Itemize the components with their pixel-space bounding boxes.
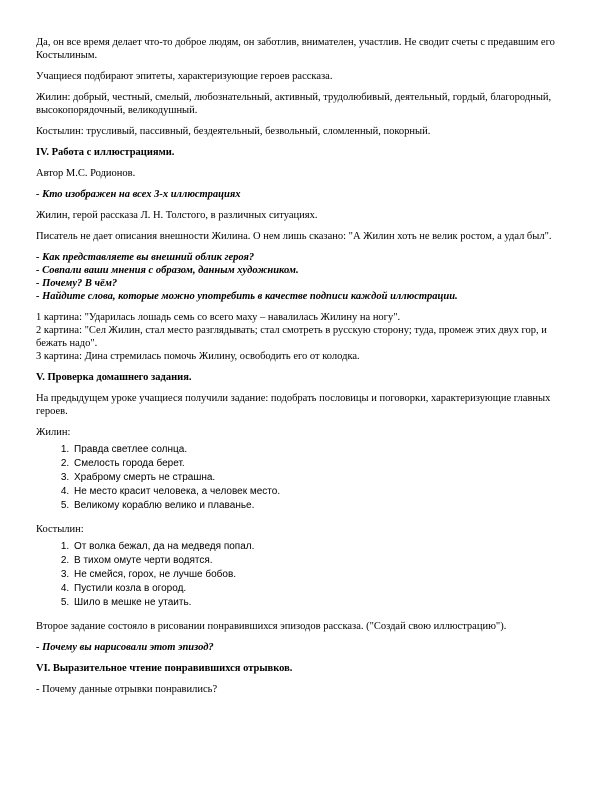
list-item: 1. Правда светлее солнца. <box>72 443 576 457</box>
list-item: 2. В тихом омуте черти водятся. <box>72 554 576 568</box>
paragraph: Костылин: трусливый, пассивный, бездеятельный, безвольный, сломленный, покорный. <box>36 126 431 137</box>
question: - Совпали ваши мнения с образом, данным художником. <box>36 265 299 276</box>
question: - Найдите слова, которые можно употребить в качестве подписи каждой иллюстрации. <box>36 291 458 302</box>
paragraph: Жилин, герой рассказа Л. Н. Толстого, в различных ситуациях. <box>36 210 318 221</box>
paragraph: Учащиеся подбирают эпитеты, характеризующие героев рассказа. <box>36 71 333 82</box>
list-item: 3. Не смейся, горох, не лучше бобов. <box>72 568 576 582</box>
list-item: 5. Шило в мешке не утаить. <box>72 596 576 610</box>
list-item: 3. Храброму смерть не страшна. <box>72 471 576 485</box>
paragraph: Писатель не дает описания внешности Жилина. О нем лишь сказано: "А Жилин хоть не велик ростом, а удал был". <box>36 231 552 242</box>
question: - Как представляете вы внешний облик героя? <box>36 252 255 263</box>
document-page <box>36 36 576 704</box>
list-label: Жилин: <box>36 427 71 438</box>
picture-caption: 2 картина: "Сел Жилин, стал место разглядывать; стал смотреть в русскую сторону; туда, промеж этих двух гор, и бежать надо". <box>36 325 547 349</box>
list-item: 5. Великому кораблю велико и плаванье. <box>72 499 576 513</box>
paragraph: Второе задание состояло в рисовании понравившихся эпизодов рассказа. ("Создай свою иллюстрацию"). <box>36 621 507 632</box>
list-item: 2. Смелость города берет. <box>72 457 576 471</box>
question: - Кто изображен на всех 3-х иллюстрациях <box>36 189 241 200</box>
list-item: 1. От волка бежал, да на медведя попал. <box>72 540 576 554</box>
paragraph: На предыдущем уроке учащиеся получили задание: подобрать пословицы и поговорки, характеризующие главных героев. <box>36 393 551 417</box>
picture-caption: 1 картина: "Ударилась лошадь семь со всего маху – навалилась Жилину на ногу". <box>36 312 401 323</box>
kostylin-proverbs-list <box>36 540 576 610</box>
section-heading: VI. Выразительное чтение понравившихся отрывков. <box>36 663 293 674</box>
section-heading: IV. Работа с иллюстрациями. <box>36 147 175 158</box>
paragraph: Да, он все время делает что-то доброе людям, он заботлив, внимателен, участлив. Не сводит счеты с предавшим его Костылиным. <box>36 37 555 61</box>
question: - Почему данные отрывки понравились? <box>36 684 218 695</box>
list-item: 4. Пустили козла в огород. <box>72 582 576 596</box>
zhilin-proverbs-list <box>36 443 576 513</box>
list-item: 4. Не место красит человека, а человек место. <box>72 485 576 499</box>
paragraph: Жилин: добрый, честный, смелый, любознательный, активный, трудолюбивый, деятельный, гордый, благородный, высокопорядочный, великодушный. <box>36 92 552 116</box>
question: - Почему? В чём? <box>36 278 118 289</box>
question: - Почему вы нарисовали этот эпизод? <box>36 642 214 653</box>
paragraph: Автор М.С. Родионов. <box>36 168 136 179</box>
list-label: Костылин: <box>36 524 84 535</box>
picture-caption: 3 картина: Дина стремилась помочь Жилину, освободить его от колодка. <box>36 351 360 362</box>
section-heading: V. Проверка домашнего задания. <box>36 372 192 383</box>
